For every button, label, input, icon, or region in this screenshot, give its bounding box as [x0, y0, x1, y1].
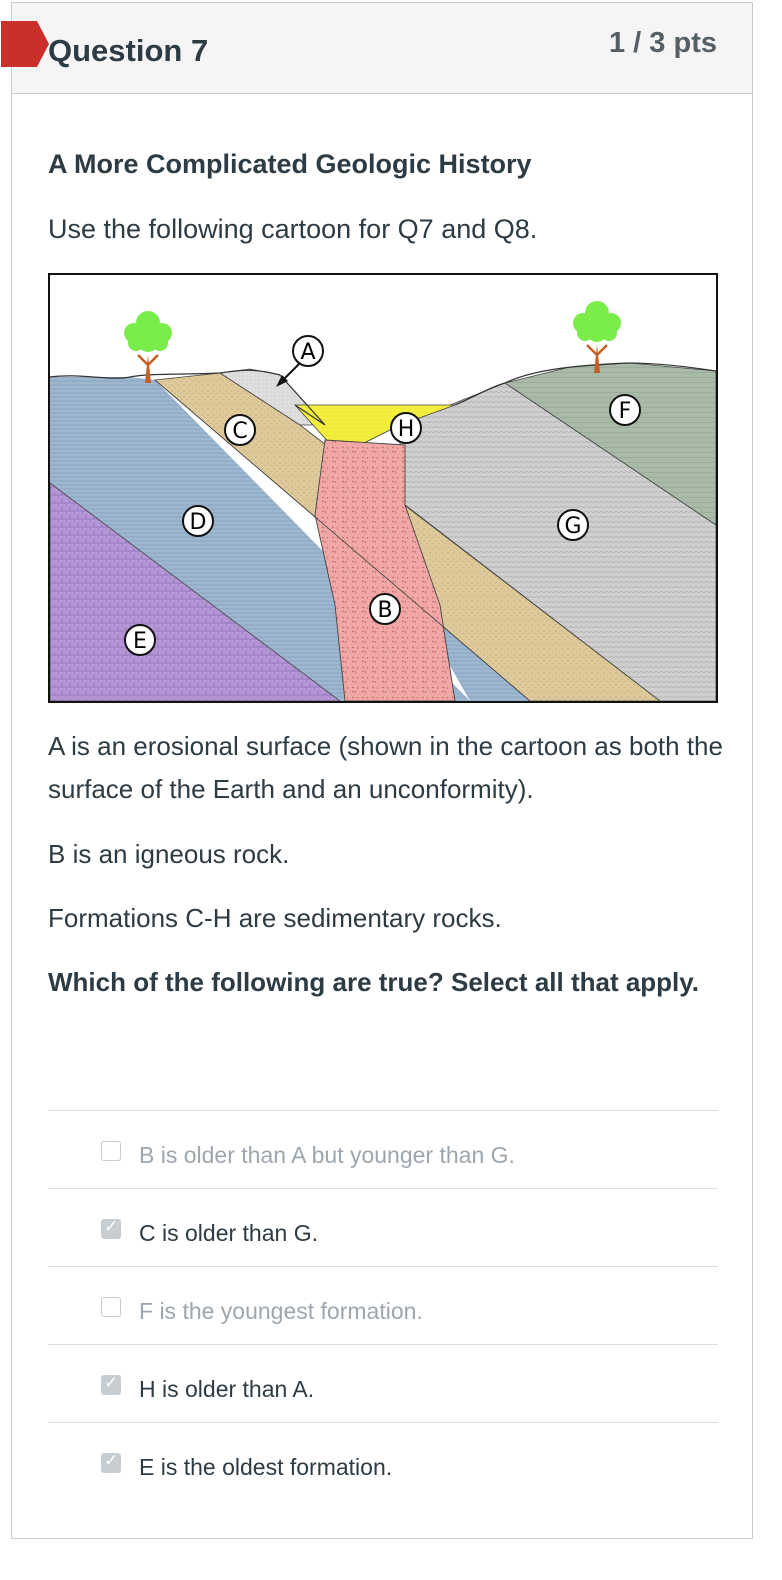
answer-option[interactable]	[48, 1344, 718, 1422]
question-intro: Use the following cartoon for Q7 and Q8.	[48, 214, 538, 244]
answer-text: E is the oldest formation.	[139, 1454, 393, 1480]
answer-checkbox[interactable]	[101, 1297, 121, 1317]
question-title: Question 7	[48, 33, 209, 68]
geologic-cross-section-figure	[48, 273, 718, 703]
label-d	[183, 506, 213, 536]
question-subtitle: A More Complicated Geologic History	[48, 149, 532, 179]
answer-text: F is the youngest formation.	[139, 1298, 423, 1324]
answer-list	[48, 1110, 718, 1500]
label-a	[293, 336, 323, 366]
svg-text:G: G	[564, 514, 582, 539]
question-card	[11, 2, 753, 1539]
flag-icon	[1, 21, 49, 67]
answer-option[interactable]	[48, 1188, 718, 1266]
answer-option[interactable]	[48, 1422, 718, 1500]
svg-text:H: H	[397, 417, 415, 442]
svg-text:F: F	[618, 399, 632, 424]
answer-text: H is older than A.	[139, 1376, 315, 1402]
statement-c: Formations C-H are sedimentary rocks.	[48, 903, 502, 933]
answer-checkbox[interactable]	[101, 1375, 121, 1395]
question-points: 1 / 3 pts	[609, 27, 717, 59]
svg-text:E: E	[133, 629, 147, 654]
answer-text: C is older than G.	[139, 1220, 318, 1246]
label-b	[370, 594, 400, 624]
label-g	[558, 510, 588, 540]
answer-option[interactable]	[48, 1266, 718, 1344]
answer-checkbox[interactable]	[101, 1141, 121, 1161]
answer-text: B is older than A but younger than G.	[139, 1142, 515, 1168]
statement-a: A is an erosional surface (shown in the cartoon as both the surface of the Earth and an unconformity).	[48, 731, 723, 804]
answer-checkbox[interactable]	[101, 1453, 121, 1473]
svg-text:C: C	[232, 419, 248, 444]
label-h	[391, 413, 421, 443]
svg-text:D: D	[189, 510, 207, 535]
answer-option[interactable]	[48, 1110, 718, 1188]
question-prompt: Which of the following are true? Select all that apply.	[48, 967, 700, 997]
label-c	[225, 415, 255, 445]
statement-b: B is an igneous rock.	[48, 839, 290, 869]
answer-checkbox[interactable]	[101, 1219, 121, 1239]
label-f	[610, 395, 640, 425]
geologic-cross-section-diagram	[50, 275, 716, 701]
question-header	[12, 3, 752, 94]
svg-text:B: B	[377, 598, 393, 623]
label-e	[125, 625, 155, 655]
svg-text:A: A	[300, 340, 316, 365]
